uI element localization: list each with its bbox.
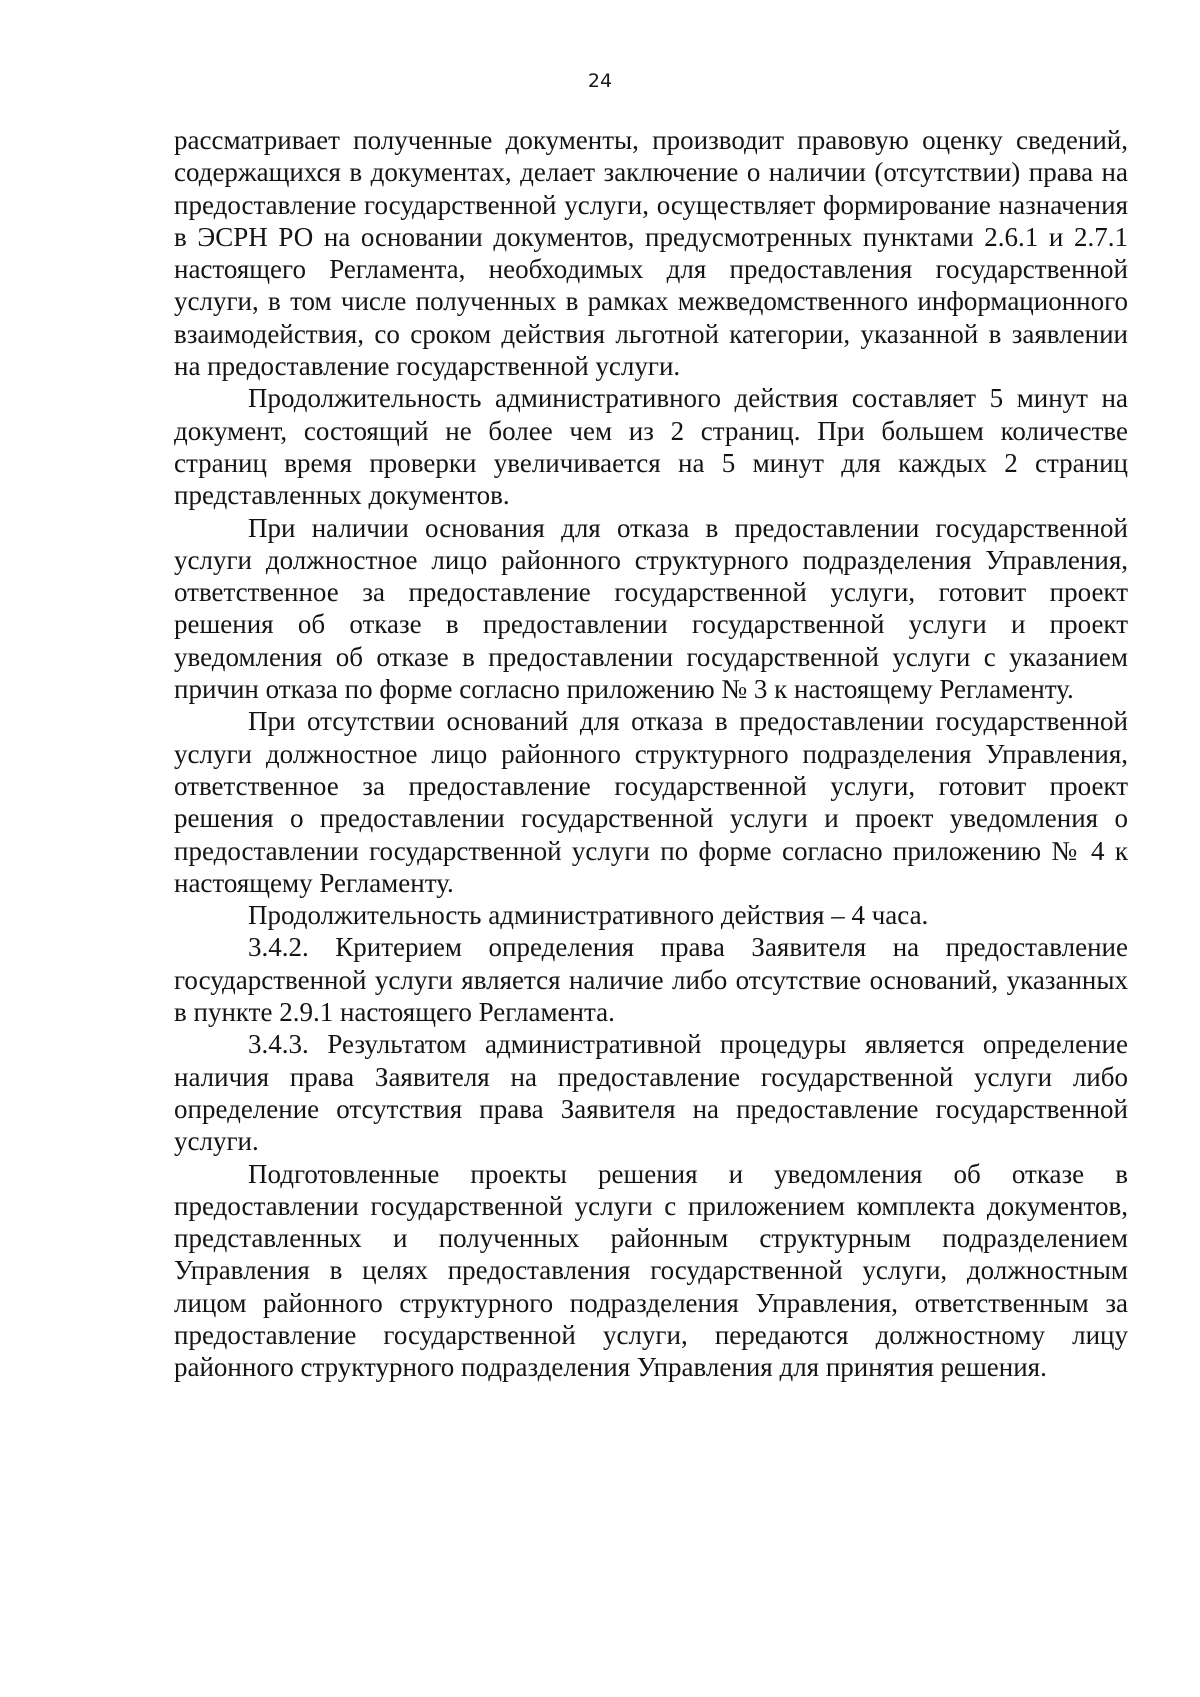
paragraph-duration-four-hours: Продолжительность административного действия – 4 часа.	[248, 900, 929, 931]
document-body	[174, 124, 1128, 1384]
page-number: 24	[587, 70, 613, 92]
paragraph-no-refusal-grounds: При отсутствии оснований для отказа в предоставлении государственной услуги должностное лицо районного структурного подразделения Управления, ответственное за предоставление государственной услуги, готовит проект решения о предоставлении государственной услуги и проект уведомления о предоставлении государственной услуги по форме согласно приложению № 4 к настоящему Регламенту.	[174, 706, 1128, 898]
paragraph-continuation: рассматривает полученные документы, производит правовую оценку сведений, содержащихся в документах, делает заключение о наличии (отсутствии) права на предоставление государственной услуги, осуществляет формирование назначения в ЭСРН РО на основании документов, предусмотренных пунктами 2.6.1 и 2.7.1 настоящего Регламента, необходимых для предоставления государственной услуги, в том числе полученных в рамках межведомственного информационного взаимодействия, со сроком действия льготной категории, указанной в заявлении на предоставление государственной услуги.	[174, 125, 1128, 382]
paragraph-3-4-2: 3.4.2. Критерием определения права Заявителя на предоставление государственной услуги является наличие либо отсутствие оснований, указанных в пункте 2.9.1 настоящего Регламента.	[174, 932, 1128, 1028]
paragraph-3-4-3: 3.4.3. Результатом административной процедуры является определение наличия права Заявителя на предоставление государственной услуги либо определение отсутствия права Заявителя на предоставление государственной услуги.	[174, 1029, 1128, 1157]
paragraph-refusal-grounds: При наличии основания для отказа в предоставлении государственной услуги должностное лицо районного структурного подразделения Управления, ответственное за предоставление государственной услуги, готовит проект решения об отказе в предоставлении государственной услуги и проект уведомления об отказе в предоставлении государственной услуги с указанием причин отказа по форме согласно приложению № 3 к настоящему Регламенту.	[174, 512, 1128, 705]
paragraph-duration-check: Продолжительность административного действия составляет 5 минут на документ, состоящий не более чем из 2 страниц. При большем количестве страниц время проверки увеличивается на 5 минут для каждых 2 страниц представленных документов.	[174, 383, 1128, 511]
paragraph-prepared-drafts: Подготовленные проекты решения и уведомления об отказе в предоставлении государственной услуги с приложением комплекта документов, представленных и полученных районным структурным подразделением Управления в целях предоставления государственной услуги, должностным лицом районного структурного подразделения Управления, ответственным за предоставление государственной услуги, передаются должностному лицу районного структурного подразделения Управления для принятия решения.	[174, 1158, 1128, 1383]
